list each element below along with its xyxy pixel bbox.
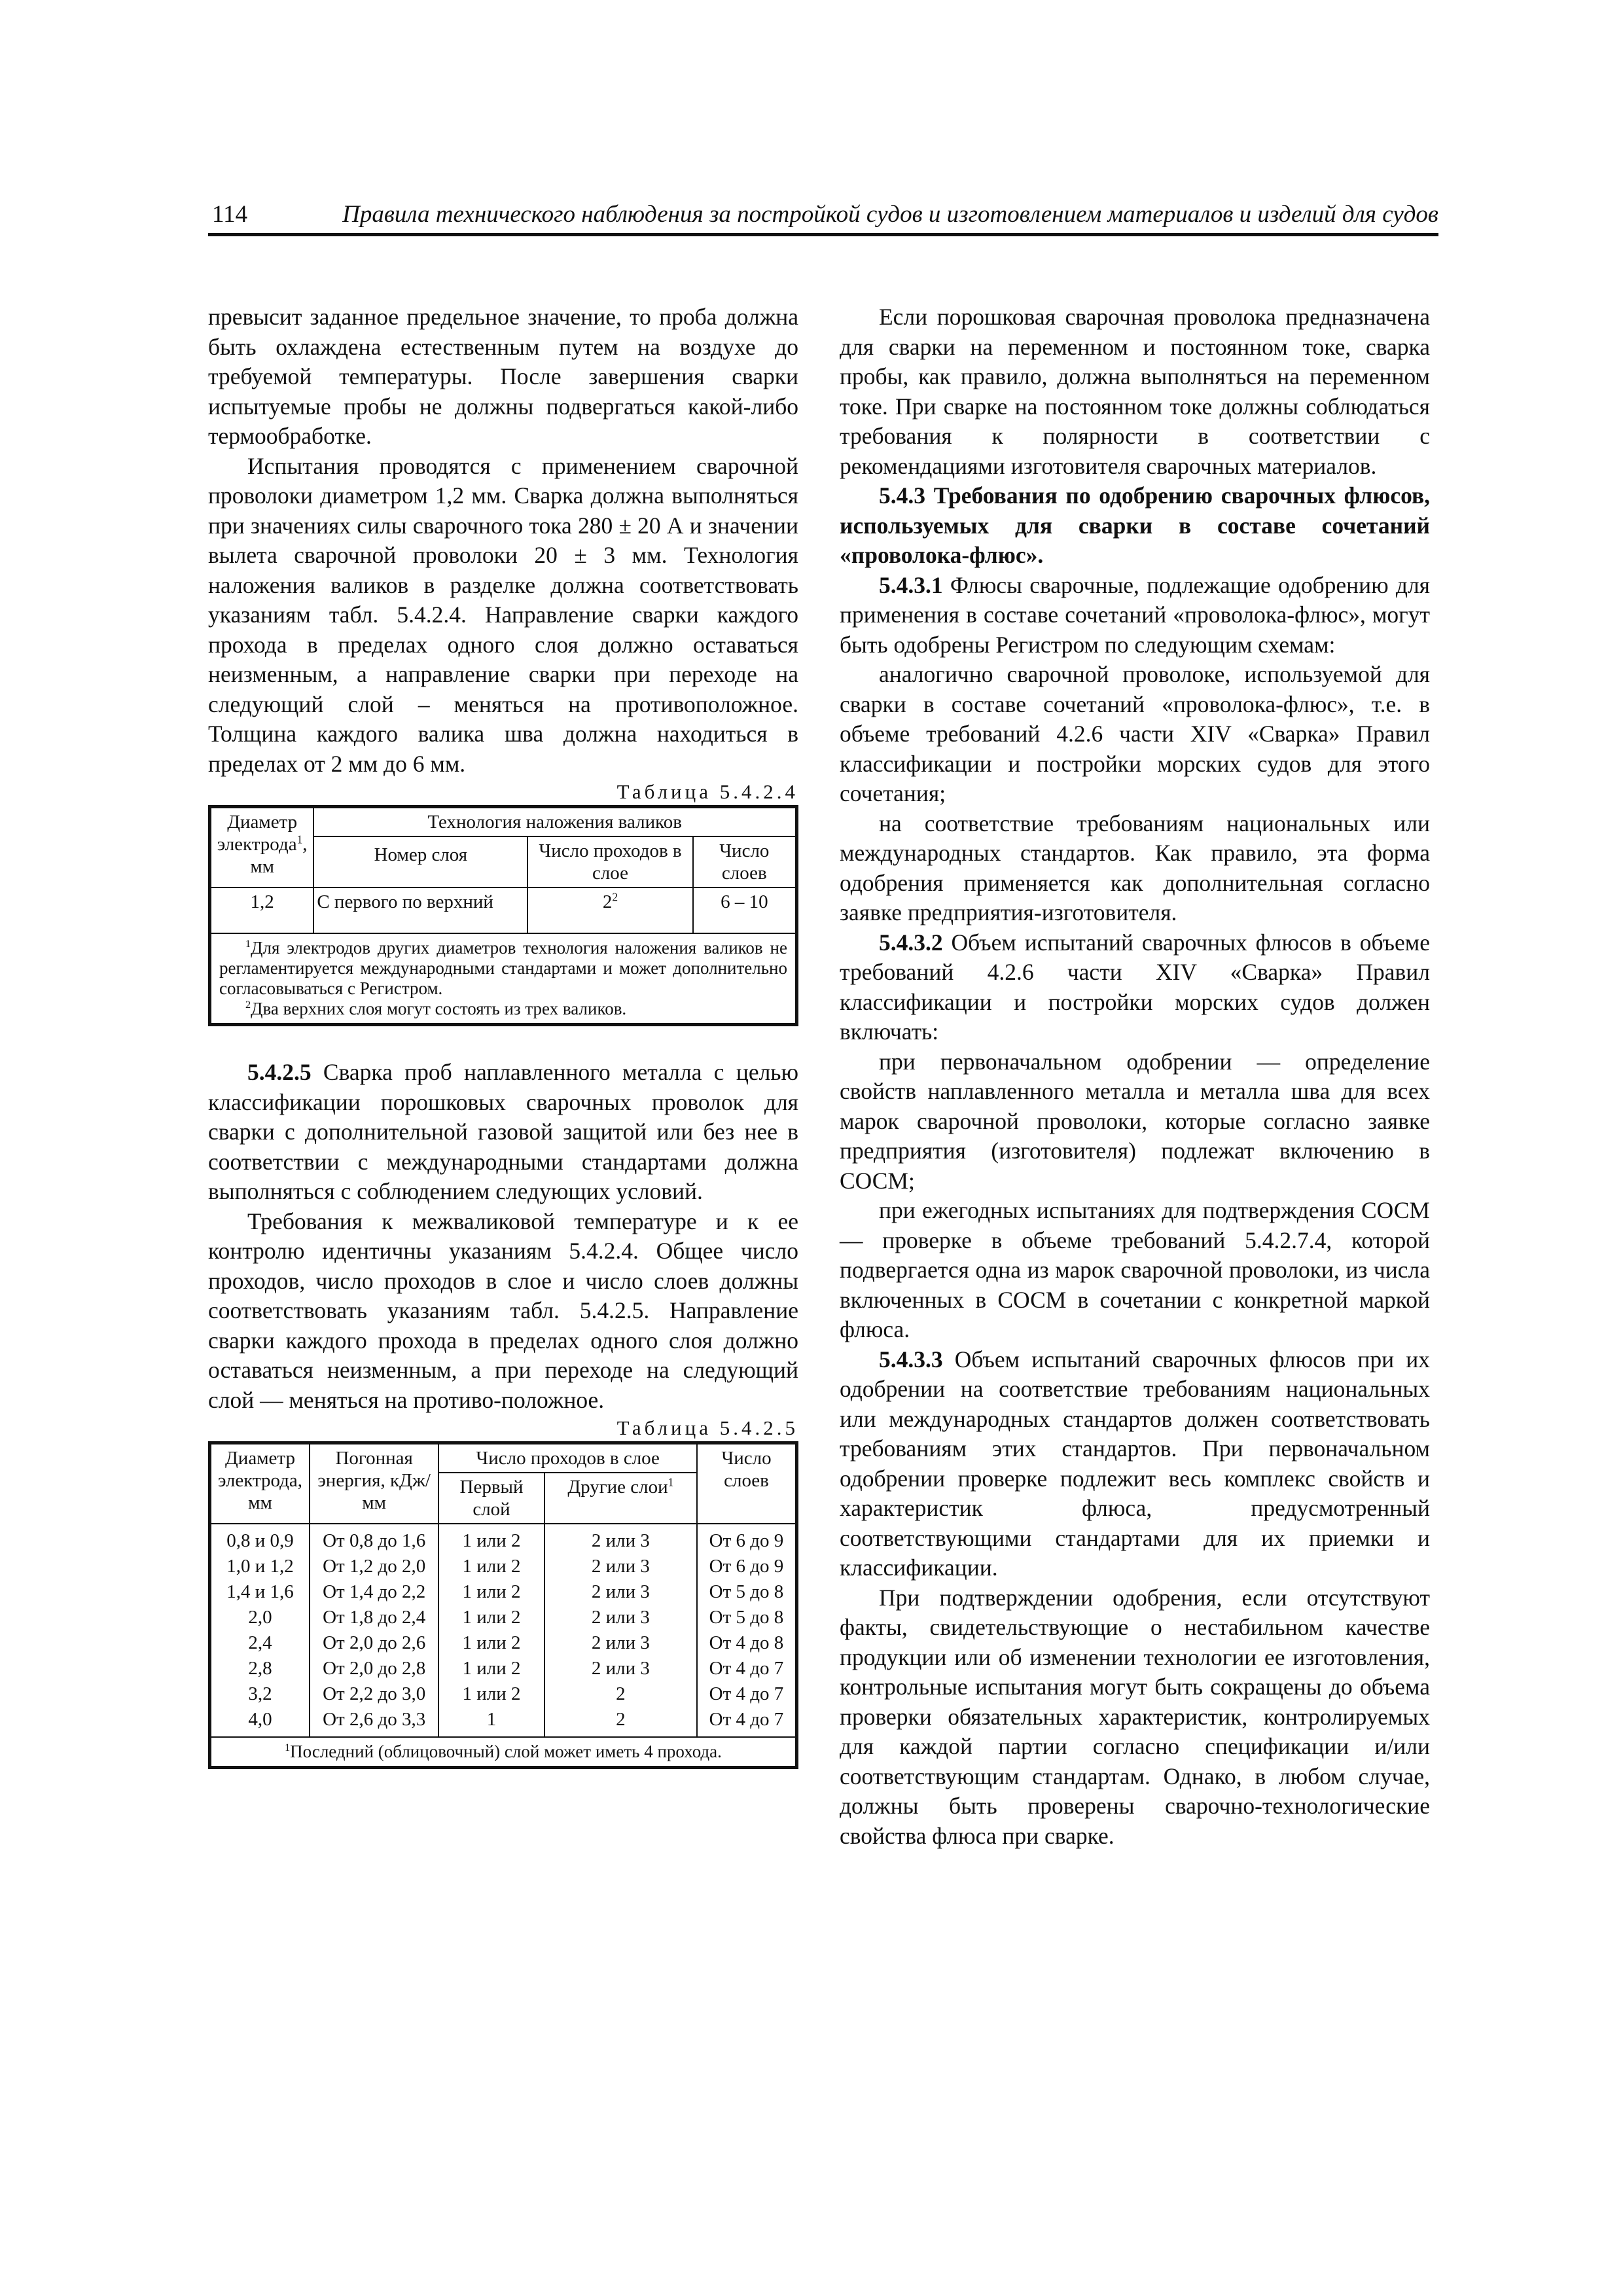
page-header <box>208 196 1438 236</box>
table-header: Погонная энергия, кДж/мм <box>310 1443 438 1524</box>
paragraph: 5.4.3.2 Объем испытаний сварочных флюсов в объеме требований 4.2.6 части XIV «Сварка» Правил классификации и постройки морских судов должен включать: <box>840 929 1430 1045</box>
table-column-layers: От 6 до 9 От 6 до 9 От 5 до 8 От 5 до 8 От 4 до 8 От 4 до 7 От 4 до 7 От 4 до 7 <box>697 1524 797 1737</box>
paragraph: на соответствие требованиям национальных или международных стандартов. Как правило, эта форма одобрения применяется как дополнительная согласно заявке предприятия-изготовителя. <box>840 810 1430 925</box>
paragraph: аналогично сварочной проволоке, используемой для сварки в составе сочетаний «проволока-флюс», т.е. в объеме требований 4.2.6 части XIV «Сварка» Правил классификации и постройки морских судов для этого сочетания; <box>840 661 1430 806</box>
table-caption: Таблица 5.4.2.5 <box>616 1416 798 1439</box>
table-column-first-layer: 1 или 2 1 или 2 1 или 2 1 или 2 1 или 2 1 или 2 1 или 2 1 <box>438 1524 544 1737</box>
table-header: Диаметр электрода, мм <box>210 1443 310 1524</box>
table-header: Другие слои$^1$ <box>544 1473 697 1524</box>
paragraph: Требования к межваликовой температуре и к ее контролю идентичны указаниям 5.4.2.4. Общее число проходов, число проходов в слое и число слоев должны соответствовать указаниям табл. 5.4.2.5. Направление сварки каждого прохода в пределах одного слоя должно оставаться неизменным, а при переходе на следующий слой — меняться на противо-положное. <box>208 1208 798 1413</box>
paragraph: превысит заданное предельное значение, то проба должна быть охлаждена естественным путем на воздухе до требуемой температуры. После завершения сварки испытуемые пробы не должны подвергаться какой-либо термообработке. <box>208 304 798 449</box>
table-header: Номер слоя <box>313 836 527 888</box>
table-header: Число проходов в слое <box>527 836 692 888</box>
table-cell: 6 – 10 <box>693 888 797 933</box>
table-header: Число слоев <box>697 1443 797 1524</box>
paragraph: при ежегодных испытаниях для подтверждения СОСМ — проверке в объеме требований 5.4.2.7.4, которой подвергается одна из марок сварочной проволоки, из числа включенных в СОСМ в сочетании с конкретной маркой флюса. <box>840 1197 1430 1342</box>
paragraph: 5.4.2.5 Сварка проб наплавленного металла с целью классификации порошковых сварочных проволок для сварки с дополнительной газовой защитой или без нее в соответствии с международными стандартами должна выполняться с соблюдением следующих условий. <box>208 1059 798 1204</box>
paragraph: Если порошковая сварочная проволока предназначена для сварки на переменном и постоянном токе, сварка пробы, как правило, должна выполняться на переменном токе. При сварке на постоянном токе должны соблюдаться требования к полярности в соответствии с рекомендациями изготовителя сварочных материалов. <box>840 304 1430 479</box>
paragraph: 5.4.3.1 Флюсы сварочные, подлежащие одобрению для применения в составе сочетаний «проволока-флюс», могут быть одобрены Регистром по следующим схемам: <box>840 571 1430 658</box>
section-heading: 5.4.3 Требования по одобрению сварочных флюсов, используемых для сварки в составе сочетаний «проволока-флюс». <box>840 482 1430 568</box>
table-cell: 1,2 <box>210 888 314 933</box>
table-header: Число слоев <box>693 836 797 888</box>
table-5-4-2-5 <box>208 1441 798 1769</box>
paragraph: Испытания проводятся с применением сварочной проволоки диаметром 1,2 мм. Сварка должна выполняться при значениях силы сварочного тока 280 ± 20 А и значении вылета сварочной проволоки 20 ± 3 мм. Технология наложения валиков в разделке должна соответствовать указаниям табл. 5.4.2.4. Направление сварки каждого прохода в пределах одного слоя должно оставаться неизменным, а направление сварки при переходе на следующий слой – меняться на противоположное. Толщина каждого валика шва должна находиться в пределах от 2 мм до 6 мм. <box>208 452 798 777</box>
table-column-diameter: 0,8 и 0,9 1,0 и 1,2 1,4 и 1,6 2,0 2,4 2,8 3,2 4,0 <box>210 1524 310 1737</box>
table-column-other-layers: 2 или 3 2 или 3 2 или 3 2 или 3 2 или 3 2 или 3 2 2 <box>544 1524 697 1737</box>
table-caption: Таблица 5.4.2.4 <box>616 780 798 803</box>
table-note: $^1$Последний (облицовочный) слой может иметь 4 прохода. <box>210 1737 797 1768</box>
page-number: 114 <box>212 201 248 228</box>
table-header: Число проходов в слое <box>438 1443 697 1473</box>
paragraph: При подтверждении одобрения, если отсутствуют факты, свидетельствующие о нестабильном качестве продукции или об изменении технологии ее изготовления, контрольные испытания могут быть сокращены до объема проверки обязательных характеристик, контролируемых для каждой партии согласно спецификации и/или соответствующим стандартам. Однако, в любом случае, должны быть проверены сварочно-технологические свойства флюса при сварке. <box>840 1584 1430 1849</box>
left-column <box>208 302 798 1769</box>
table-cell: $2^2$ <box>527 888 692 933</box>
paragraph: 5.4.3.3 Объем испытаний сварочных флюсов при их одобрении на соответствие требованиям национальных или международных стандартов должен соответствовать требованиям этих стандартов. При первоначальном одобрении проверке подлежит весь комплекс свойств и характеристик флюса, предусмотренный соответствующими стандартами для их приемки и классификации. <box>840 1346 1430 1581</box>
table-header: Диаметр электрода$^1$, мм <box>210 807 314 888</box>
paragraph: при первоначальном одобрении — определение свойств наплавленного металла и металла шва для всех марок сварочной проволоки, которые согласно заявке предприятия (изготовителя) подлежат включению в СОСМ; <box>840 1048 1430 1194</box>
table-5-4-2-4 <box>208 805 798 1026</box>
table-header: Технология наложения валиков <box>313 807 796 837</box>
table-cell: С первого по верхний <box>313 888 527 933</box>
right-column <box>840 302 1430 1851</box>
table-note: $^1$Для электродов других диаметров технология наложения валиков не регламентируется международными стандартами и может дополнительно согласовываться с Регистром. $^2$Два верхних слоя могут состоять из трех валиков. <box>210 933 797 1025</box>
table-column-energy: От 0,8 до 1,6 От 1,2 до 2,0 От 1,4 до 2,2 От 1,8 до 2,4 От 2,0 до 2,6 От 2,0 до 2,8 От 2,2 до 3,0 От 2,6 до 3,3 <box>310 1524 438 1737</box>
running-title: Правила технического наблюдения за постройкой судов и изготовлением материалов и изделий для судов <box>342 201 1438 228</box>
table-header: Первый слой <box>438 1473 544 1524</box>
